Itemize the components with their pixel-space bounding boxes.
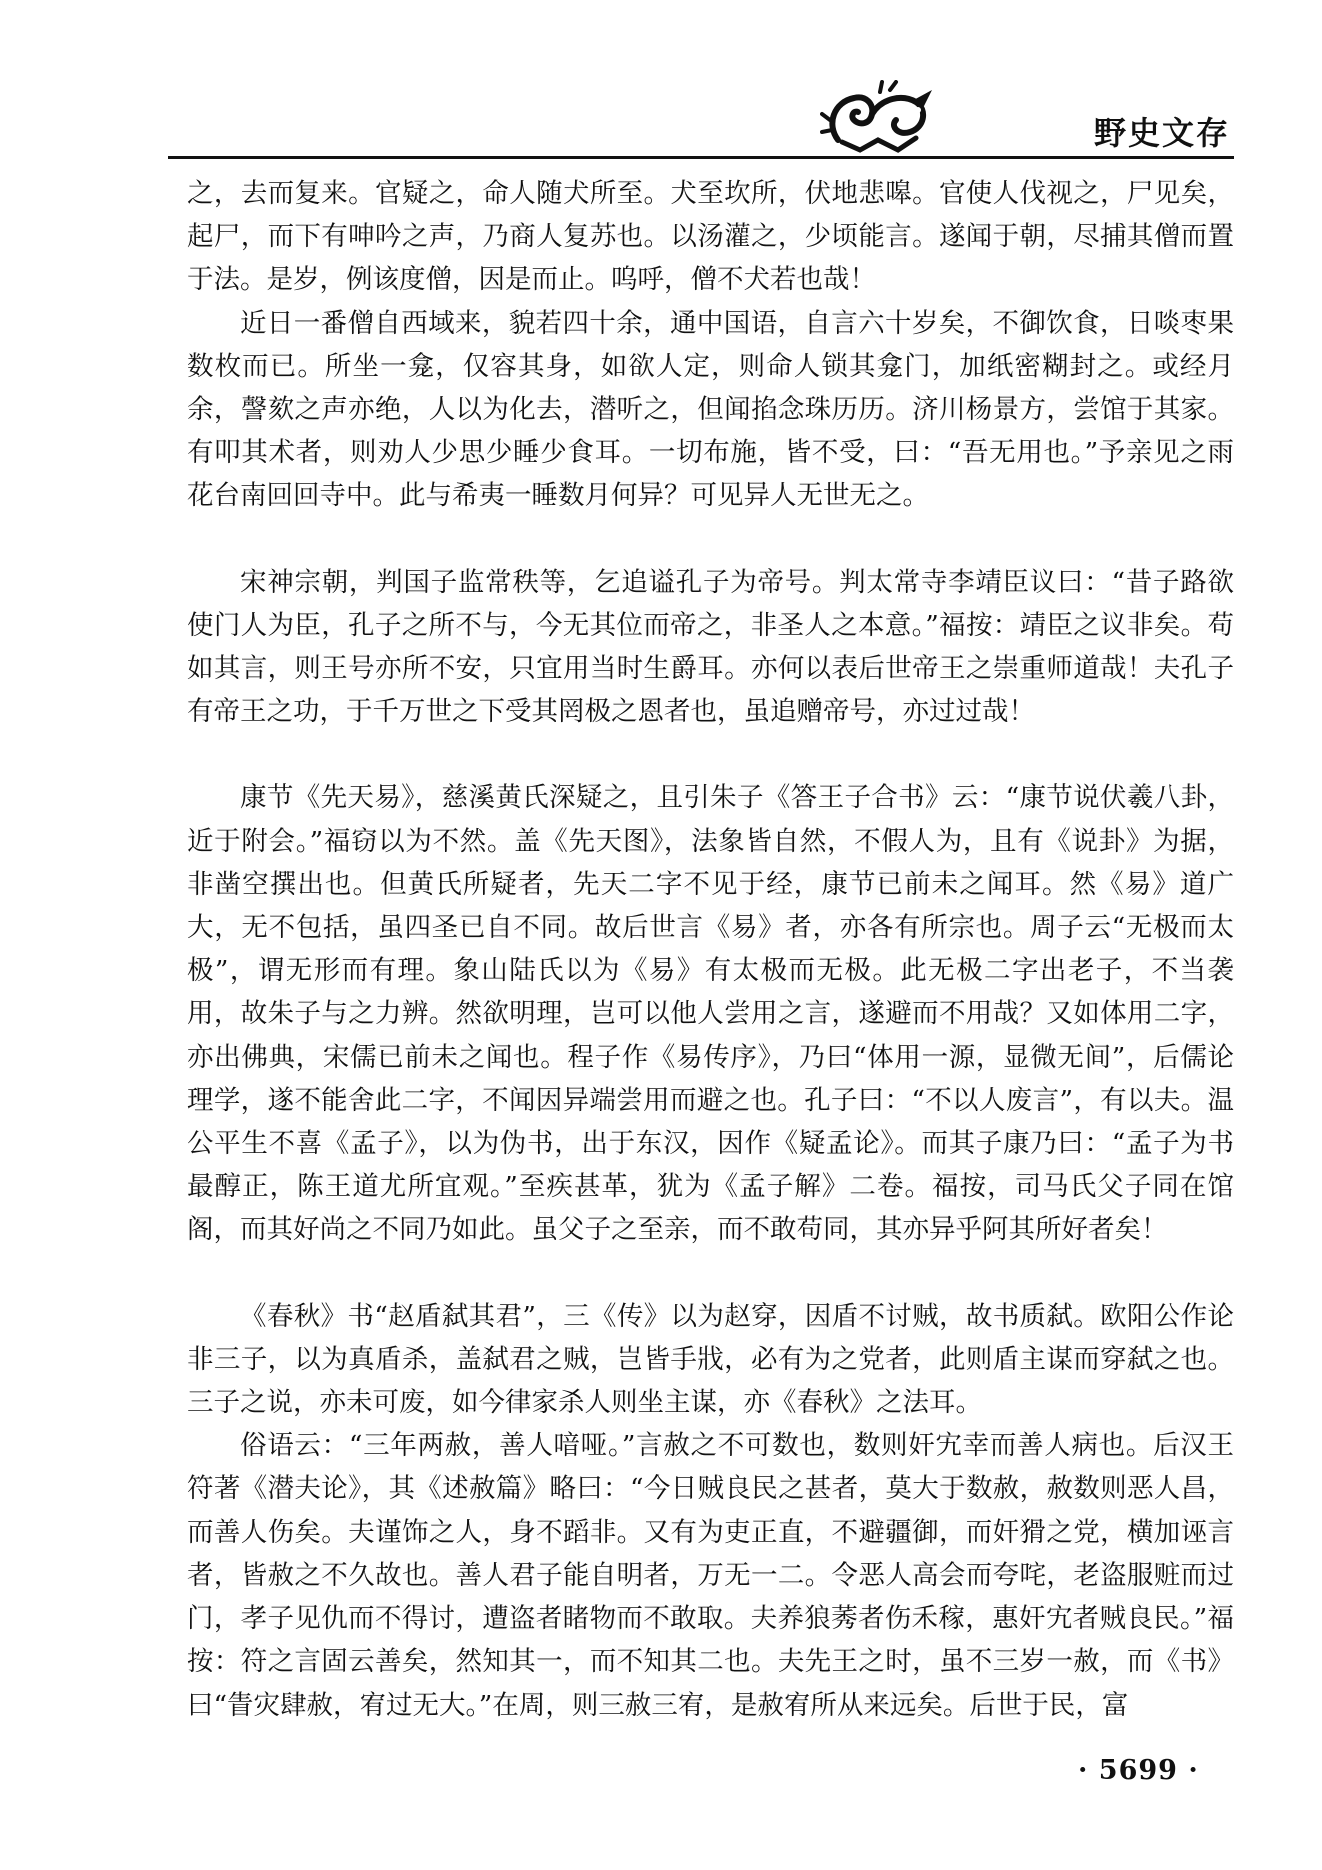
section-gap <box>187 733 1234 776</box>
series-title: 野史文存 <box>1093 114 1230 152</box>
paragraph-2: 近日一番僧自西域来，貌若四十余，通中国语，自言六十岁矣，不御饮食，日啖枣果数枚而已。所坐一龛，仅容其身，如欲人定，则命人锁其龛门，加纸密糊封之。或经月余，謦欬之声亦绝，人以为化去，潜听之，但闻掐念珠历历。济川杨景方，尝馆于其家。有叩其术者，则劝人少思少睡少食耳。一切布施，皆不受，曰：“吾无用也。”予亲见之雨花台南回回寺中。此与希夷一睡数月何异？可见异人无世无之。 <box>187 307 1234 512</box>
header-rule <box>168 156 1234 159</box>
page-number: · 5699 · <box>1078 1755 1199 1786</box>
dragon-emblem-icon <box>820 80 940 158</box>
paragraph-4: 康节《先天易》，慈溪黄氏深疑之，且引朱子《答王子合书》云：“康节说伏羲八卦，近于附会。”福窃以为不然。盖《先天图》，法象皆自然，不假人为，且有《说卦》为据，非凿空撰出也。但黄氏所疑者，先天二字不见于经，康节已前未之闻耳。然《易》道广大，无不包括，虽四圣已自不同。故后世言《易》者，亦各有所宗也。周子云“无极而太极”，谓无形而有理。象山陆氏以为《易》有太极而无极。此无极二字出老子，不当袭用，故朱子与之力辨。然欲明理，岂可以他人尝用之言，遂避而不用哉？又如体用二字，亦出佛典，宋儒已前未之闻也。程子作《易传序》，乃曰“体用一源，显微无间”，后儒论理学，遂不能舍此二字，不闻因异端尝用而避之也。孔子曰：“不以人废言”，有以夫。温公平生不喜《孟子》，以为伪书，出于东汉，因作《疑孟论》。而其子康乃曰：“孟子为书最醇正，陈王道尤所宜观。”至疾甚革，犹为《孟子解》二卷。福按，司马氏父子同在馆阁，而其好尚之不同乃如此。虽父子之至亲，而不敢苟同，其亦异乎阿其所好者矣！ <box>187 782 1234 1246</box>
section-gap <box>187 1252 1234 1295</box>
paragraph-5: 《春秋》书“赵盾弑其君”，三《传》以为赵穿，因盾不讨贼，故书质弑。欧阳公作论非三子，以为真盾杀，盖弑君之贼，岂皆手戕，必有为之党者，此则盾主谋而穿弑之也。三子之说，亦未可废，如今律家杀人则坐主谋，亦《春秋》之法耳。 <box>187 1300 1234 1419</box>
page-header <box>0 0 1322 170</box>
page-body <box>187 172 1234 1727</box>
paragraph-3: 宋神宗朝，判国子监常秩等，乞追谥孔子为帝号。判太常寺李靖臣议曰：“昔子路欲使门人为臣，孔子之所不与，今无其位而帝之，非圣人之本意。”福按：靖臣之议非矣。苟如其言，则王号亦所不安，只宜用当时生爵耳。亦何以表后世帝王之崇重师道哉！夫孔子有帝王之功，于千万世之下受其罔极之恩者也，虽追赠帝号，亦过过哉！ <box>187 566 1234 728</box>
paragraph-6: 俗语云：“三年两赦，善人喑哑。”言赦之不可数也，数则奸宄幸而善人病也。后汉王符著《潜夫论》，其《述赦篇》略曰：“今日贼良民之甚者，莫大于数赦，赦数则恶人昌，而善人伤矣。夫谨饰之人，身不蹈非。又有为吏正直，不避疆御，而奸猾之党，横加诬言者，皆赦之不久故也。善人君子能自明者，万无一二。令恶人高会而夸咤，老盗服赃而过门，孝子见仇而不得讨，遭盗者睹物而不敢取。夫养狼莠者伤禾稼，惠奸宄者贼良民。”福按：符之言固云善矣，然知其一，而不知其二也。夫先王之时，虽不三岁一赦，而《书》曰“眚灾肆赦，宥过无大。”在周，则三赦三宥，是赦宥所从来远矣。后世于民，富 <box>187 1430 1234 1721</box>
paragraph-1: 之，去而复来。官疑之，命人随犬所至。犬至坎所，伏地悲嗥。官使人伐视之，尸见矣，起尸，而下有呻吟之声，乃商人复苏也。以汤灌之，少顷能言。遂闻于朝，尽捕其僧而置于法。是岁，例该度僧，因是而止。呜呼，僧不犬若也哉！ <box>187 178 1234 296</box>
section-gap <box>187 518 1234 561</box>
